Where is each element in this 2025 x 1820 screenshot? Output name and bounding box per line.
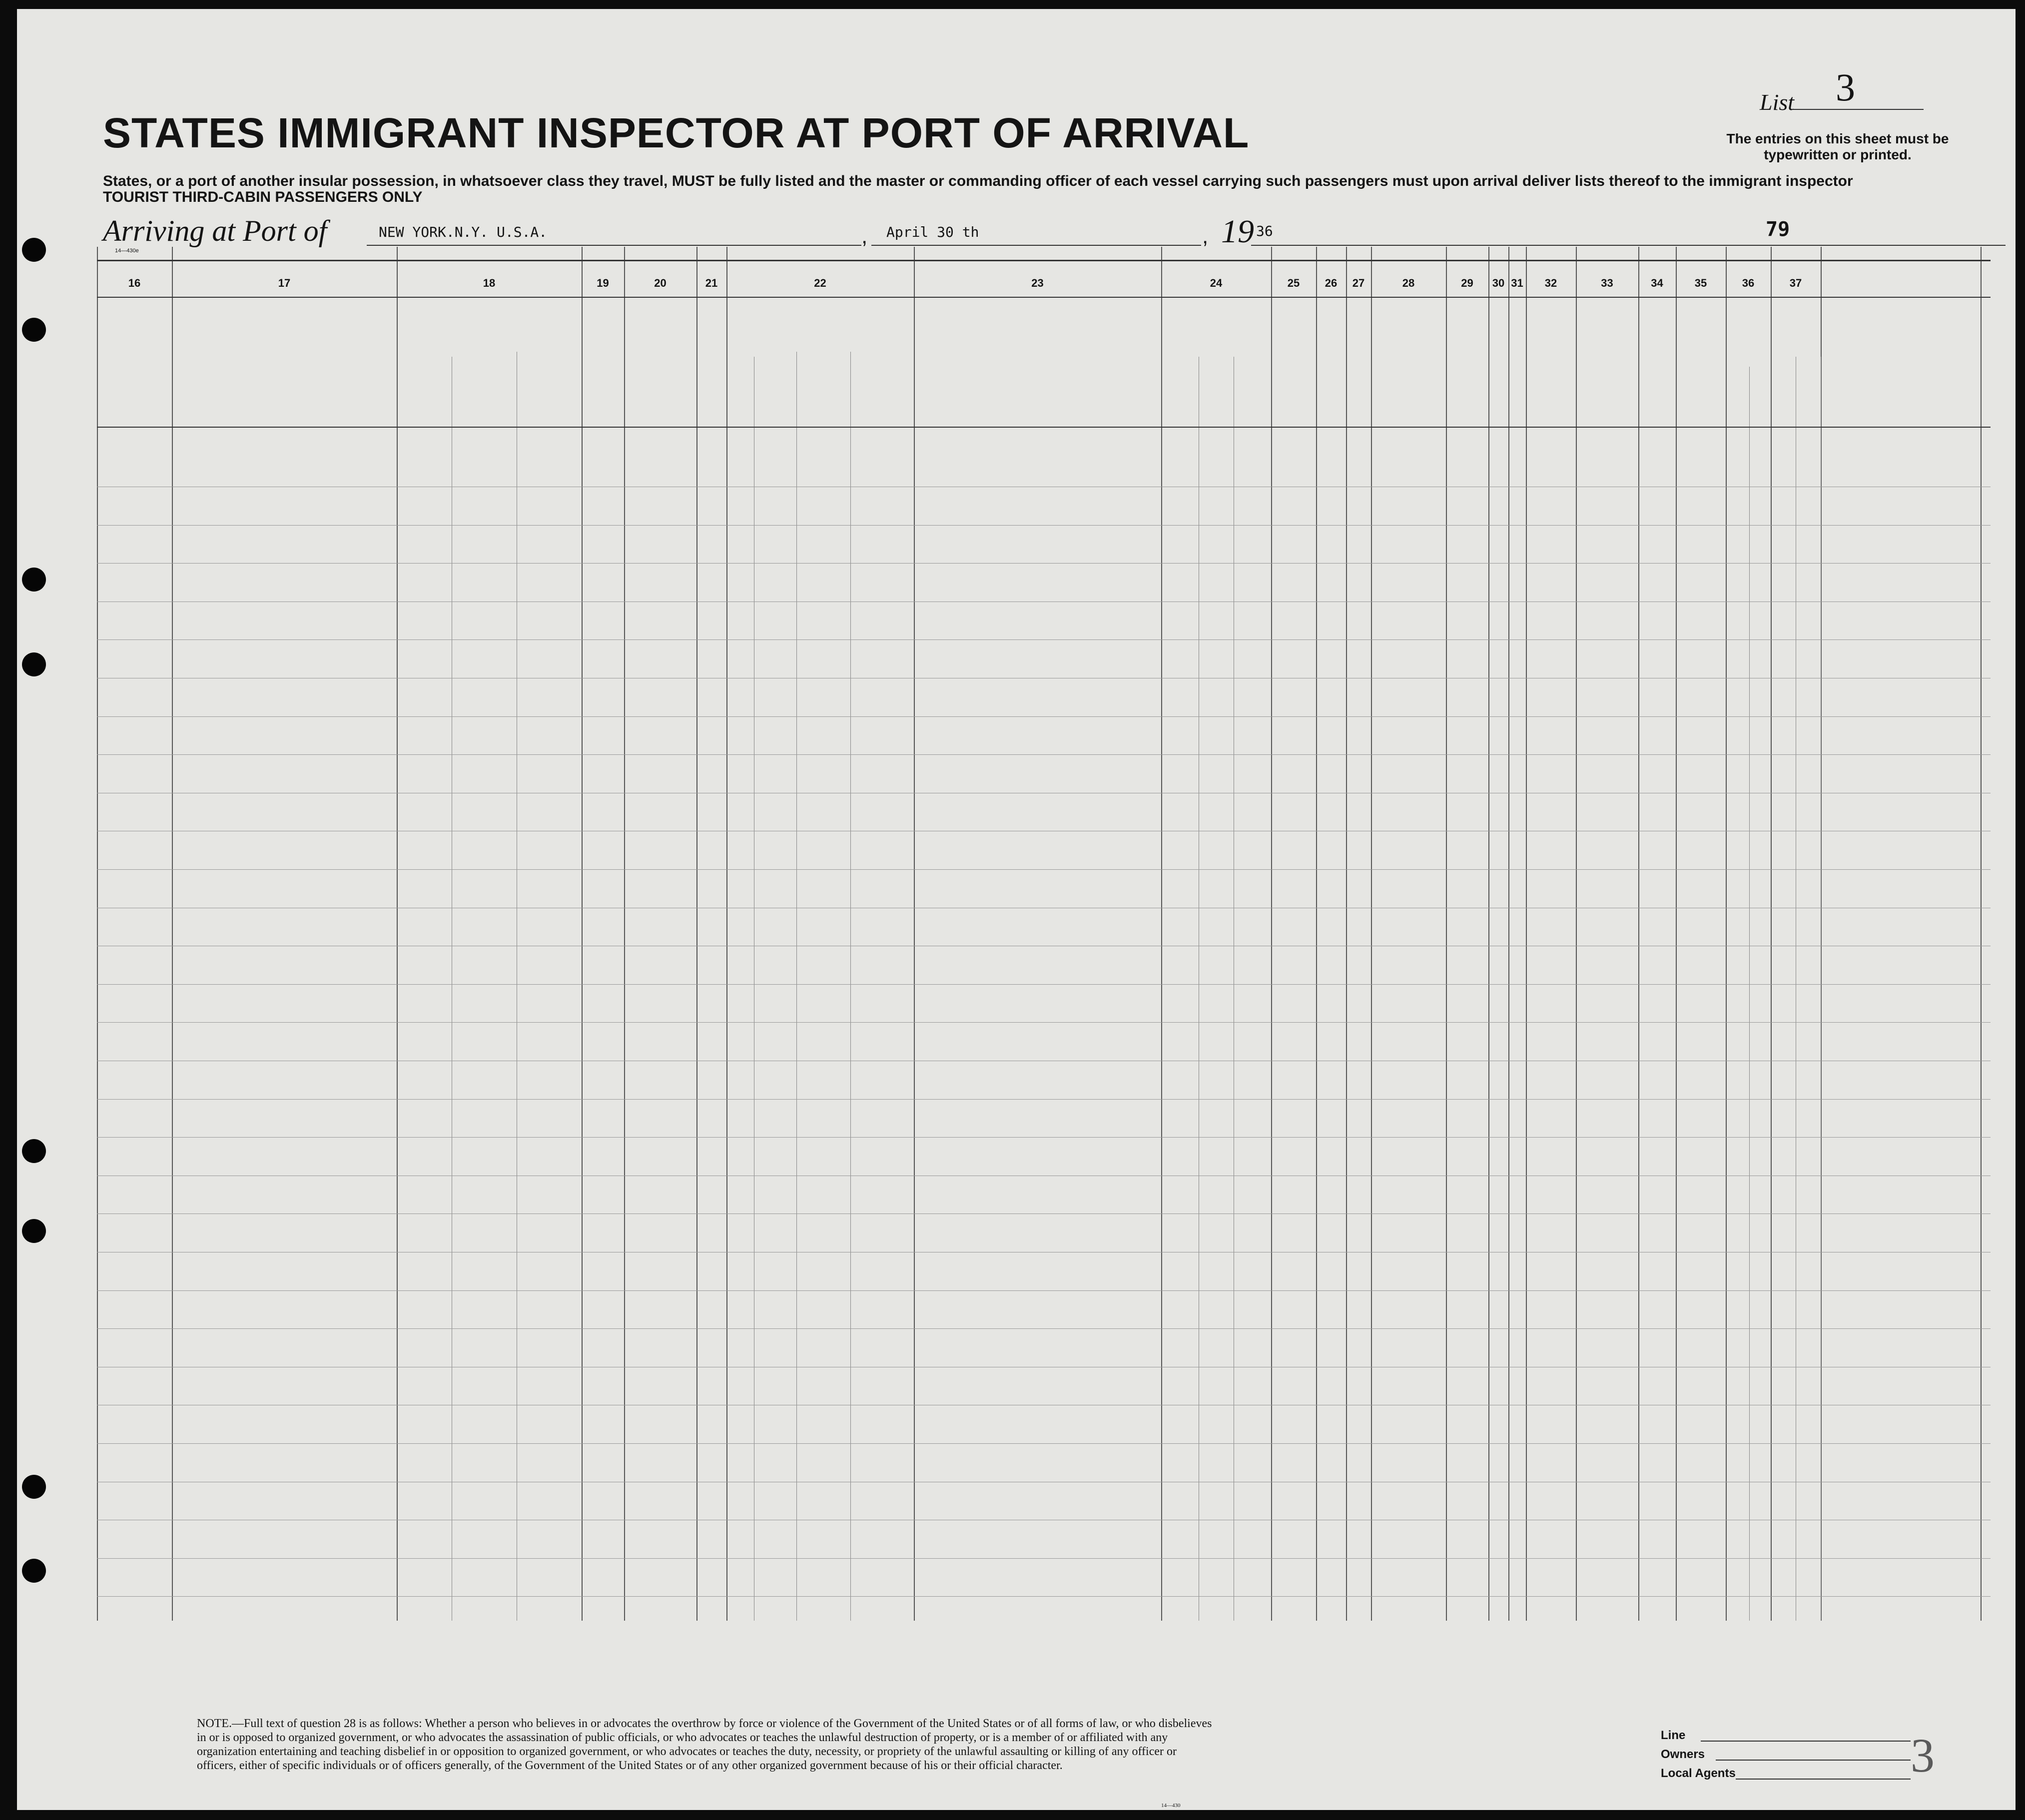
column-divider: [1726, 247, 1727, 1621]
column-number: 34: [1651, 277, 1663, 289]
owners-label: Owners: [1661, 1748, 1705, 1761]
column-divider: [1346, 247, 1347, 1621]
form-code: 14—430e: [115, 248, 139, 254]
column-divider: [397, 247, 398, 1621]
row-rule: [97, 984, 1991, 985]
column-number: 26: [1325, 277, 1338, 289]
arriving-label: Arriving at Port of: [103, 214, 327, 247]
column-number: 19: [597, 277, 609, 289]
column-number: 28: [1402, 277, 1415, 289]
comma: ,: [1202, 224, 1209, 248]
column-divider: [1271, 247, 1272, 1621]
column-number: 32: [1544, 277, 1557, 289]
row-rule: [97, 1443, 1991, 1444]
page-subtitle: States, or a port of another insular possession, in whatsoever class they travel, MUST be fully listed and the master or commanding officer of each vessel carrying such passengers must upon arrival deliver lists thereof to the immigrant inspector: [103, 173, 1853, 189]
row-rule: [97, 1558, 1991, 1559]
port-of-arrival: NEW YORK.N.Y. U.S.A.: [379, 224, 548, 240]
row-rule: [97, 716, 1991, 717]
year-suffix: 36: [1256, 223, 1273, 239]
column-number: 37: [1789, 277, 1802, 289]
column-divider: [1508, 247, 1509, 1621]
column-divider: [97, 247, 98, 1621]
row-rule: [97, 1328, 1991, 1329]
column-number: 35: [1694, 277, 1707, 289]
column-number: 33: [1601, 277, 1613, 289]
row-rule: [97, 1213, 1991, 1214]
column-divider: [1316, 247, 1317, 1621]
line-underline: [1701, 1741, 1911, 1742]
column-number: 27: [1352, 277, 1365, 289]
arrival-date: April 30 th: [886, 224, 979, 240]
column-number: 25: [1287, 277, 1300, 289]
column-number: 22: [814, 277, 826, 289]
list-underline: [1792, 109, 1924, 110]
column-divider: [172, 247, 173, 1621]
line-label: Line: [1661, 1729, 1686, 1742]
row-rule: [97, 1290, 1991, 1291]
column-divider: [582, 247, 583, 1621]
column-number: 36: [1742, 277, 1755, 289]
typewritten-note: The entries on this sheet must be typewritten or printed.: [1726, 131, 1949, 162]
column-number: 16: [128, 277, 141, 289]
column-number: 30: [1492, 277, 1505, 289]
subcolumn-divider: [850, 352, 851, 1621]
binder-hole: [22, 652, 46, 676]
binder-hole: [22, 1559, 46, 1583]
row-rule: [97, 563, 1991, 564]
manifest-table: [17, 9, 2016, 1810]
header-bottom-rule: [97, 427, 1991, 428]
column-divider: [1981, 247, 1982, 1621]
list-label: List: [1760, 89, 1795, 115]
binder-hole: [22, 318, 46, 342]
column-divider: [914, 247, 915, 1621]
column-number: 24: [1210, 277, 1223, 289]
column-number-rule: [97, 297, 1991, 298]
column-divider: [696, 247, 697, 1621]
agents-underline: [1736, 1779, 1911, 1780]
column-divider: [1771, 247, 1772, 1621]
row-rule: [97, 1022, 1991, 1023]
list-number: 3: [1836, 65, 1855, 109]
date-underline: [871, 245, 1201, 246]
row-rule: [97, 754, 1991, 755]
year-underline: [1251, 245, 2006, 246]
column-number: 18: [483, 277, 496, 289]
column-divider: [1488, 247, 1489, 1621]
year-prefix: 19: [1221, 213, 1254, 250]
form-code: 14—430: [1161, 1803, 1181, 1809]
binder-hole: [22, 1219, 46, 1243]
binder-hole: [22, 1139, 46, 1163]
row-rule: [97, 639, 1991, 640]
column-divider: [1161, 247, 1162, 1621]
binder-hole: [22, 568, 46, 592]
row-rule: [97, 869, 1991, 870]
class-line: TOURIST THIRD-CABIN PASSENGERS ONLY: [103, 189, 423, 205]
subcolumn-divider: [796, 352, 797, 1621]
owners-underline: [1716, 1760, 1911, 1761]
manifest-page: [17, 9, 2016, 1810]
row-rule: [97, 525, 1991, 526]
subcolumn-divider: [1749, 367, 1750, 1621]
comma: ,: [861, 224, 868, 248]
sheet-number: 79: [1766, 218, 1790, 241]
footnote-question-28: NOTE.—Full text of question 28 is as follows: Whether a person who believes in or advocates the overthrow by force or violence of the Government of the United States or of all forms of law, or who disbelieves in or is opposed to organized government, or who advocates the assassination of public officials, or who advocates or teaches the unlawful destruction of property, or is a member of or affiliated with any organization entertaining and teaching disbelief in or opposition to organized government, or who advocates or teaches the duty, necessity, or propriety of the unlawful assaulting or killing of any officer or officers, either of specific individuals or of officers generally, of the Government of the United States or of any other organized government because of his or their official character.: [197, 1717, 1212, 1772]
column-number: 17: [278, 277, 291, 289]
row-rule: [97, 1099, 1991, 1100]
column-divider: [1576, 247, 1577, 1621]
table-top-rule: [97, 260, 1991, 261]
row-rule: [97, 1596, 1991, 1597]
column-divider: [1676, 247, 1677, 1621]
column-divider: [624, 247, 625, 1621]
column-divider: [726, 247, 727, 1621]
column-number: 20: [654, 277, 667, 289]
binder-hole: [22, 1475, 46, 1499]
row-rule: [97, 1137, 1991, 1138]
page-title: STATES IMMIGRANT INSPECTOR AT PORT OF ARRIVAL: [103, 109, 1250, 156]
column-divider: [1446, 247, 1447, 1621]
column-number: 21: [705, 277, 718, 289]
column-number: 31: [1511, 277, 1523, 289]
local-agents-label: Local Agents: [1661, 1767, 1736, 1780]
column-number: 29: [1461, 277, 1473, 289]
column-divider: [1638, 247, 1639, 1621]
binder-hole: [22, 238, 46, 262]
column-divider: [1371, 247, 1372, 1621]
column-number: 23: [1031, 277, 1044, 289]
page-number-stamp: 3: [1911, 1729, 1935, 1782]
port-underline: [367, 245, 861, 246]
column-divider: [1526, 247, 1527, 1621]
